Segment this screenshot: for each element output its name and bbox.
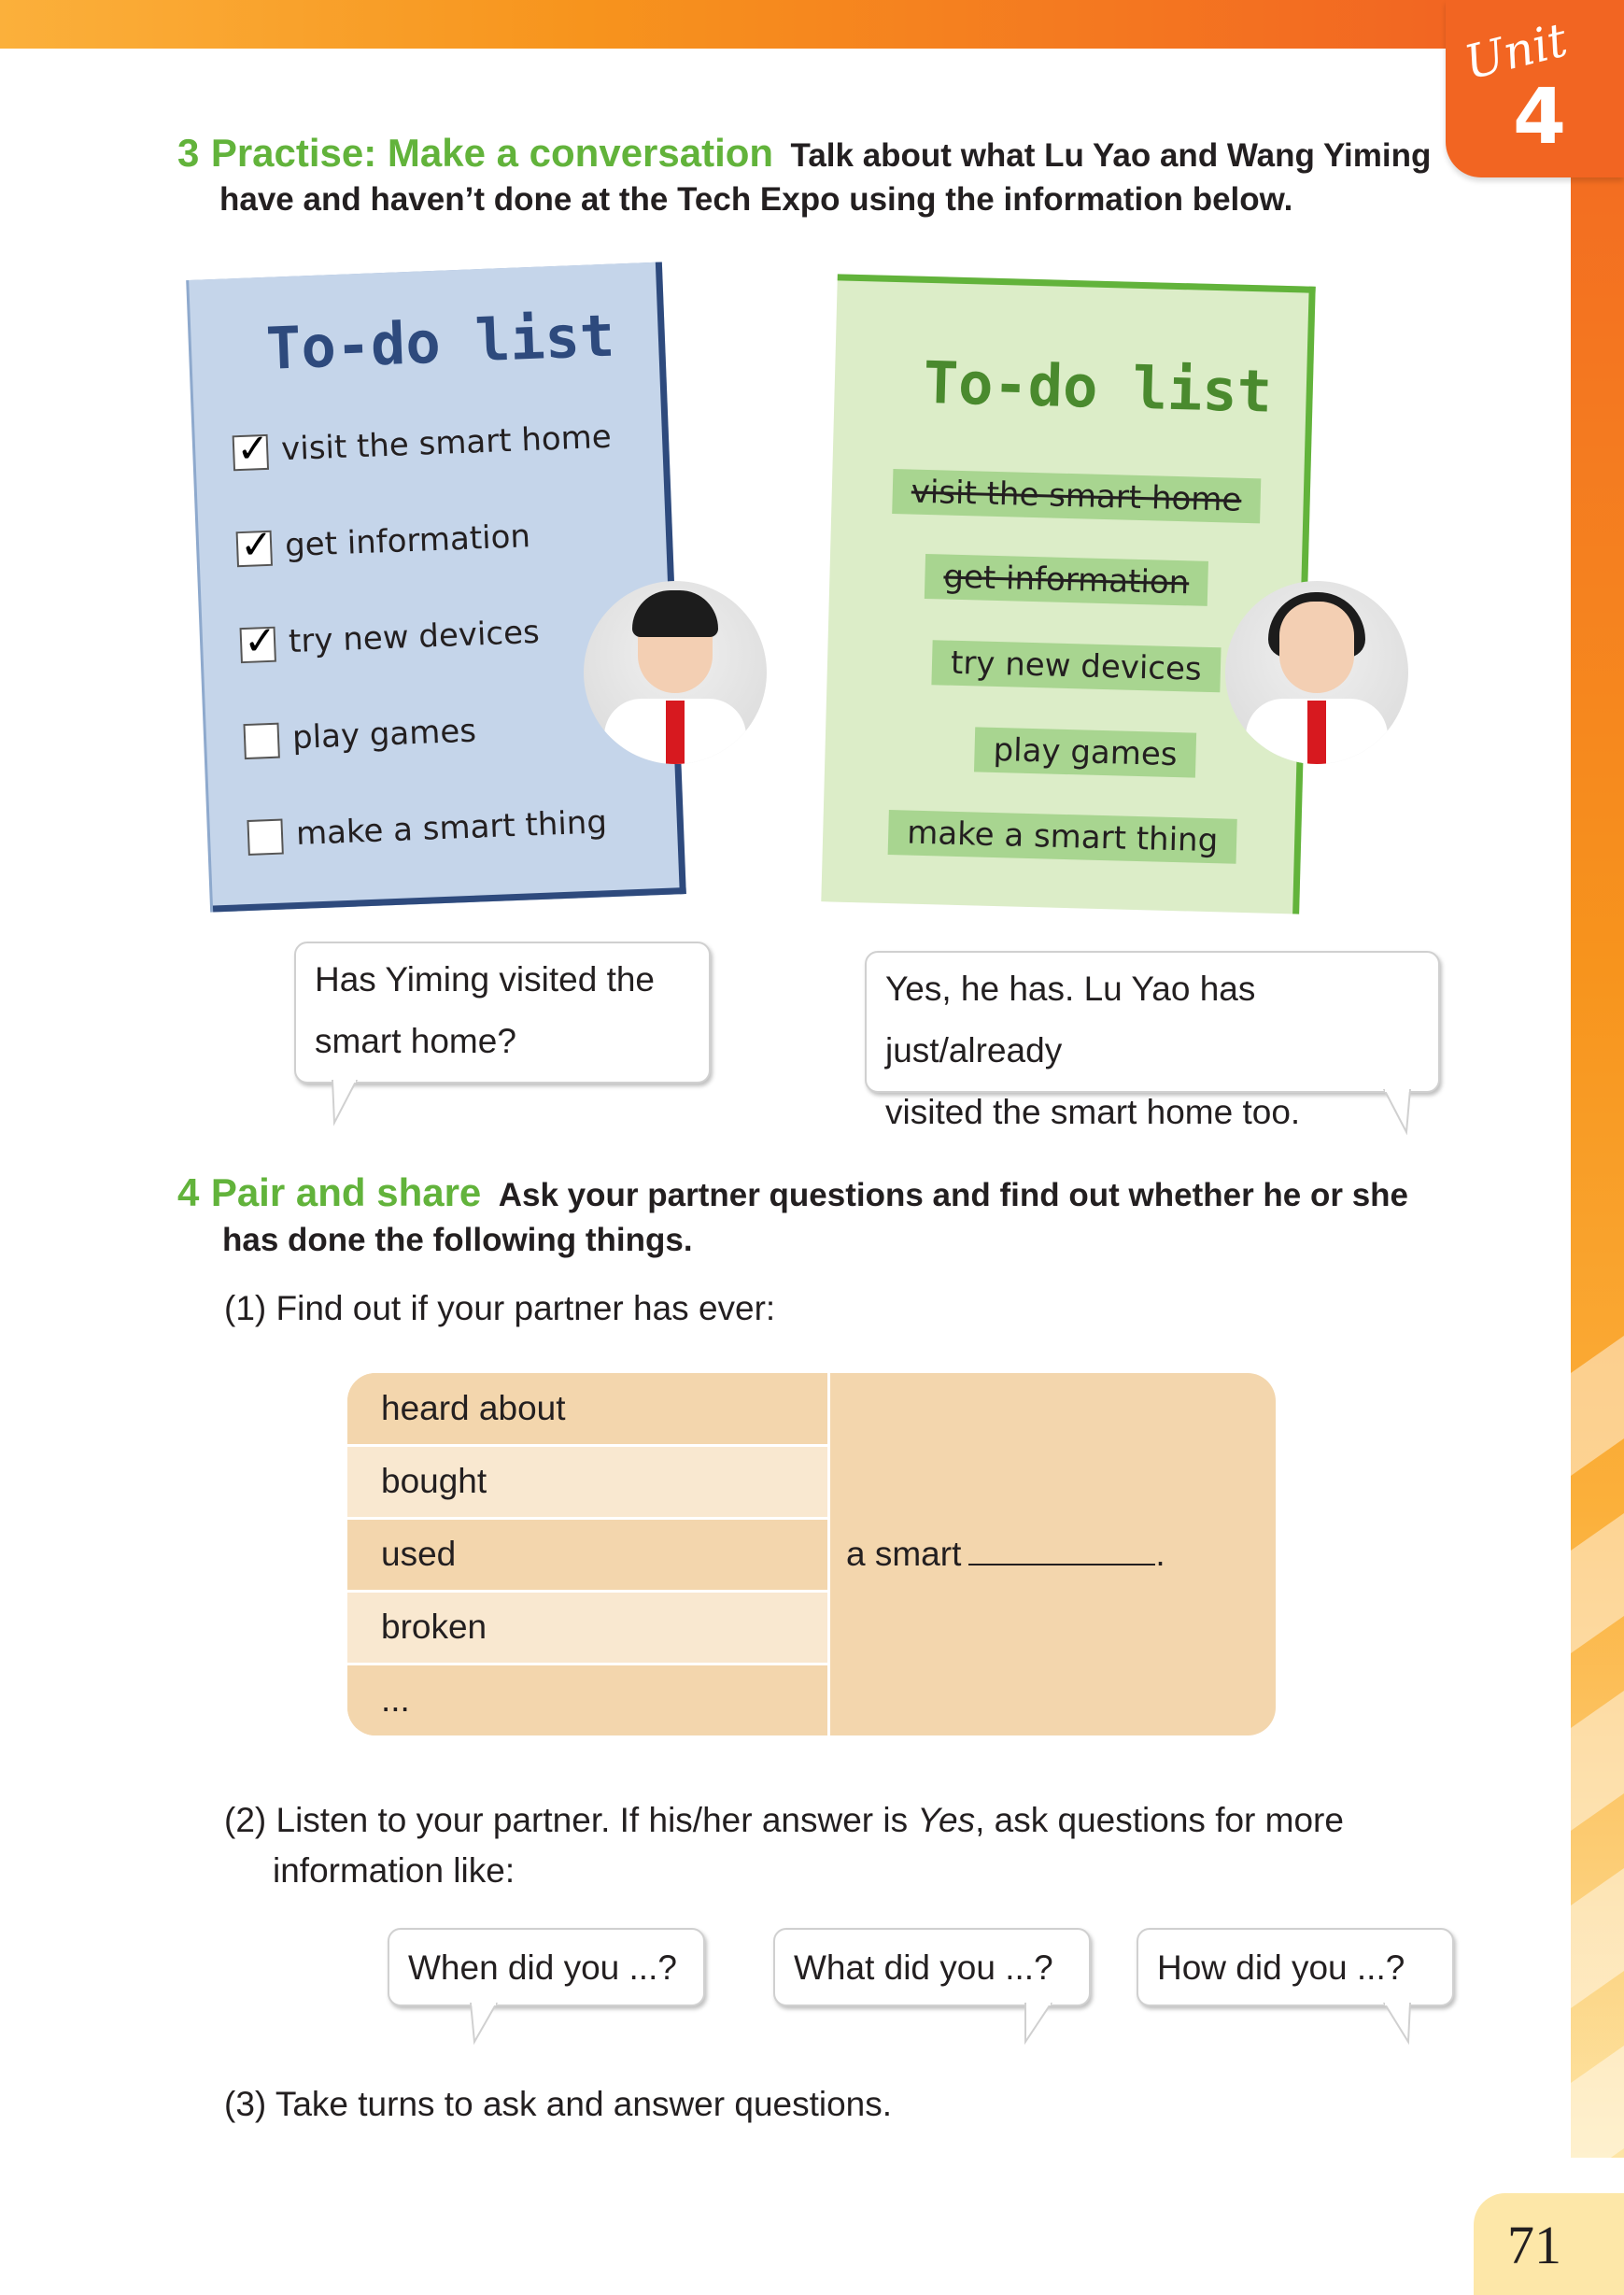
- check-mark-icon: ✓: [235, 424, 271, 472]
- exercise-4-number: 4: [177, 1170, 200, 1214]
- step-1-text: (1) Find out if your partner has ever:: [224, 1289, 776, 1327]
- table-cell: heard about: [347, 1373, 827, 1444]
- todo-item-crossed: get information: [925, 554, 1208, 606]
- todo-card-luyao: [821, 274, 1315, 914]
- todo-item-label: get information: [284, 517, 531, 565]
- speech-bubble-answer: [865, 951, 1440, 1131]
- top-orange-bar: [0, 0, 1457, 49]
- unit-tab: [1446, 0, 1624, 177]
- bubble-tail: [1020, 2003, 1057, 2046]
- todo-item: play games: [974, 727, 1196, 777]
- verb-table: [347, 1373, 1276, 1735]
- exercise-3-number: 3: [177, 131, 200, 175]
- bubble-tail: [467, 2003, 504, 2046]
- todo-card-yiming: [189, 262, 686, 913]
- bubble-text: smart home?: [315, 1022, 516, 1060]
- exercise-4-title: Pair and share: [210, 1170, 482, 1214]
- todo-item-label: play games: [291, 712, 477, 758]
- fill-in-blank[interactable]: [968, 1530, 1155, 1565]
- exercise-3-instruction-cont: have and haven’t done at the Tech Expo using the information below.: [219, 181, 1293, 218]
- check-mark-icon: ✓: [243, 616, 278, 664]
- bubble-tail: [1378, 1089, 1416, 1136]
- step-3-text: (3) Take turns to ask and answer questions.: [224, 2085, 893, 2123]
- checkbox-checked: [236, 520, 275, 568]
- exercise-3-title: Practise: Make a conversation: [210, 131, 774, 175]
- checkbox-empty: [247, 818, 283, 855]
- todo-title: To-do list: [922, 347, 1273, 426]
- todo-item-label: visit the smart home: [280, 418, 613, 469]
- todo-item: [235, 517, 530, 567]
- todo-item: [239, 614, 540, 663]
- step-2-text: (2) Listen to your partner. If his/her answer is Yes, ask questions for more: [224, 1801, 1344, 1839]
- exercise-3-heading: [177, 131, 1431, 176]
- table-cell: bought: [347, 1446, 827, 1517]
- checkbox-checked: [233, 424, 271, 472]
- todo-item: [247, 803, 607, 855]
- checkbox-empty: [243, 722, 279, 758]
- table-cell: broken: [347, 1592, 827, 1663]
- todo-item: [232, 418, 612, 471]
- todo-item-crossed: visit the smart home: [892, 469, 1261, 523]
- todo-item-label: make a smart thing: [295, 803, 608, 853]
- speech-bubble-when: When did you ...?: [388, 1928, 705, 2006]
- checkbox-checked: [240, 616, 278, 664]
- page-number-box: [1474, 2193, 1624, 2295]
- todo-item: try new devices: [931, 640, 1221, 692]
- speech-bubble-how: How did you ...?: [1137, 1928, 1454, 2006]
- avatar-boy: [584, 581, 767, 764]
- page-number: 71: [1507, 2215, 1561, 2275]
- table-right-cell: a smart .: [846, 1519, 1165, 1590]
- bubble-text: Yes, he has. Lu Yao has just/already: [885, 970, 1256, 1070]
- unit-label: Unit: [1459, 12, 1573, 91]
- todo-title: To-do list: [264, 301, 616, 383]
- speech-bubble-question: [294, 942, 711, 1084]
- check-mark-icon: ✓: [239, 520, 275, 568]
- exercise-4-instruction: Ask your partner questions and find out whether he or she: [498, 1177, 1409, 1213]
- bubble-text: Has Yiming visited the: [315, 960, 656, 999]
- avatar-girl: [1225, 581, 1408, 764]
- exercise-3-instruction: Talk about what Lu Yao and Wang Yiming: [790, 137, 1432, 174]
- bubble-text: visited the smart home too.: [885, 1093, 1301, 1131]
- bubble-tail: [329, 1080, 366, 1126]
- bubble-tail: [1380, 2003, 1418, 2046]
- todo-item-label: try new devices: [288, 613, 541, 661]
- exercise-4-instruction-cont: has done the following things.: [222, 1222, 693, 1258]
- side-stripes: [1571, 1336, 1624, 2158]
- todo-item: [243, 713, 476, 759]
- step-2-text-cont: information like:: [273, 1851, 515, 1890]
- unit-number: 4: [1513, 73, 1567, 162]
- table-cell: used: [347, 1519, 827, 1590]
- exercise-4-heading: [177, 1170, 1408, 1215]
- todo-item: make a smart thing: [888, 810, 1237, 864]
- speech-bubble-what: What did you ...?: [773, 1928, 1091, 2006]
- table-cell: ...: [347, 1665, 827, 1735]
- table-right-text: a smart: [846, 1535, 962, 1573]
